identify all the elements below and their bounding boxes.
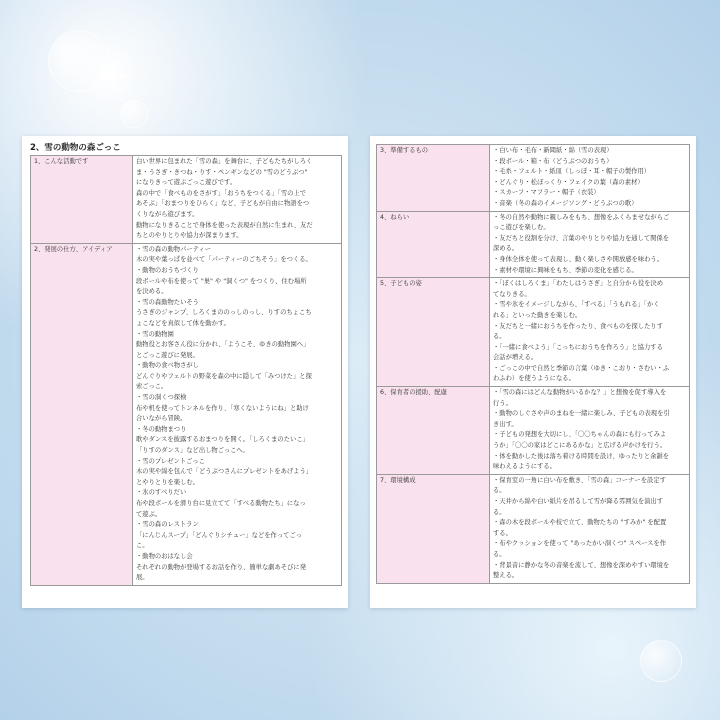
- content-line: ・氷のすべりだい: [136, 489, 187, 497]
- content-line: こ。: [136, 542, 149, 550]
- content-line: っこ遊びを楽しむ。: [493, 224, 550, 232]
- content-line: ・動物のしぐさや声のまねを一緒に楽しみ、子どもの表現を引: [493, 410, 670, 418]
- content-line: ・スカーフ・マフラー・帽子（衣装）: [493, 189, 600, 197]
- content-line: ・動物のおうちづくり: [136, 266, 199, 274]
- content-line: ・体を動かした後は落ち着ける時間を設け、ゆったりと余韻を: [493, 452, 669, 460]
- table-row: [31, 243, 342, 585]
- content-line: ・段ボール・箱・布（どうぶつのおうち）: [493, 157, 613, 165]
- content-line: ・身体全体を使って表現し、動く楽しさや開放感を味わう。: [493, 255, 664, 263]
- content-line: てなりきる。: [493, 290, 531, 298]
- content-line: ・「ぼくはしろくま」「わたしはうさぎ」と自分から役を決め: [493, 280, 664, 288]
- content-line: る。: [493, 333, 506, 341]
- content-line: 深める。: [493, 245, 519, 253]
- table-row: [31, 156, 342, 244]
- content-line: 歌やダンスを披露するおまつりを開く。「しろくまのたいこ」: [136, 436, 309, 444]
- section-content: [490, 145, 690, 212]
- content-line: 行う。: [493, 399, 512, 407]
- table-row: [377, 387, 690, 475]
- content-line: 布や段ボールを滑り台に見立てて「すべる動物たち」になっ: [136, 500, 306, 507]
- content-line: ・雪の森動物たいそう: [136, 298, 199, 306]
- content-line: ・子どもの発想を大切にし、「〇〇ちゃんの森にも行ってみよ: [493, 431, 667, 439]
- content-line: て遊ぶ。: [136, 510, 162, 518]
- content-line: それぞれの動物が登場するお話を作り、簡単な劇あそびに発: [136, 563, 307, 571]
- decorative-bubble: [120, 100, 148, 128]
- content-line: き出す。: [493, 420, 518, 428]
- sparkle-icon: [96, 58, 132, 94]
- section-label: 3、準備するもの: [377, 145, 490, 212]
- content-line: 段ボールや布を使って "巣" や "洞くつ" をつくり、住む場所: [136, 277, 307, 285]
- content-line: 動物役とお客さん役に分かれ、「ようこそ、ゆきの動物園へ」: [136, 341, 310, 349]
- content-line: とごっこ遊びに発展。: [136, 351, 199, 359]
- content-line: を決める。: [136, 288, 168, 296]
- document-title: 2、雪の動物の森ごっこ: [30, 143, 121, 153]
- content-line: 「りすのダンス」など出し物ごっこへ。: [136, 447, 249, 455]
- content-line: くりながら遊びます。: [136, 210, 199, 218]
- table-row: [377, 145, 690, 212]
- document-page-right: [370, 136, 696, 608]
- content-line: ・森の木を段ボールや枝で立て、動物たちの "すみか" を配置: [493, 519, 667, 527]
- activity-table-left: [30, 155, 342, 586]
- section-label: 2、発展の仕方、アイディア: [31, 243, 133, 585]
- content-line: わふわ）を使うようになる。: [493, 375, 575, 383]
- content-line: ・動物のおはなし会: [136, 552, 193, 560]
- content-line: ・雪や氷をイメージしながら、「すべる」「うもれる」「かく: [493, 301, 660, 309]
- content-line: 味わえるようにする。: [493, 463, 556, 471]
- content-line: る。: [493, 508, 506, 516]
- content-line: れる」といった動きを楽しむ。: [493, 311, 582, 319]
- content-line: ・雪のプレゼントごっこ: [136, 457, 205, 465]
- content-line: る。: [493, 550, 506, 558]
- content-line: ・素材や環境に興味をもち、季節の変化を感じる。: [493, 266, 638, 274]
- content-line: ・冬の動物まつり: [136, 425, 187, 433]
- content-line: 木の実や綿を包んで「どうぶつさんにプレゼントをあげよう」: [136, 468, 313, 476]
- section-label: 4、ねらい: [377, 211, 490, 278]
- content-line: あそぶ」「おまつりをひらく」など、子どもが自由に物語をつ: [136, 200, 310, 208]
- section-content: [490, 278, 690, 387]
- content-line: 「にんじんスープ」「どんぐりシチュー」などを作ってごっ: [136, 531, 302, 539]
- decorative-bubble: [640, 640, 682, 682]
- table-row: [377, 211, 690, 278]
- section-content: [490, 474, 690, 583]
- content-line: どんぐりやフェルトの野菜を森の中に隠して「みつけた」と探: [136, 372, 312, 380]
- content-line: ・友だちと一緒におうちを作ったり、食べものを探したりす: [493, 322, 664, 330]
- activity-table-right: [376, 144, 690, 584]
- table-row: [377, 474, 690, 583]
- table-row: [377, 278, 690, 387]
- content-line: 動物になりきることで身体を使った表現が自然に生まれ、友だ: [136, 221, 313, 229]
- content-line: ・白い布・毛布・新聞紙・綿（雪の表現）: [493, 147, 613, 154]
- content-line: うか」「〇〇の家はどこにあるかな」と広げる声かけを行う。: [493, 442, 667, 450]
- content-line: 索ごっこ。: [136, 383, 168, 391]
- content-line: 布や机を使ってトンネルを作り、「寒くないようにね」と助け: [136, 404, 309, 412]
- content-line: ・動物の食べ物さがし: [136, 362, 199, 370]
- content-line: る。: [493, 487, 506, 495]
- content-line: ・雪の動物園: [136, 330, 174, 338]
- content-line: ・「一緒に食べよう」「こっちにおうちを作ろう」と協力する: [493, 343, 663, 351]
- content-line: になりきって遊ぶごっこ遊びです。: [136, 179, 237, 187]
- content-line: 木の実や葉っぱを並べて「パーティーのごちそう」をつくる。: [136, 256, 312, 264]
- section-content: [490, 387, 690, 475]
- content-line: ・保育室の一角に白い布を敷き、「雪の森」コーナーを設定す: [493, 476, 666, 484]
- content-line: ・音楽（冬の森のイメージソング・どうぶつの歌）: [493, 199, 638, 207]
- content-line: とやりとりを楽しむ。: [136, 478, 199, 486]
- content-line: ・「雪の森にはどんな動物がいるかな？」と想像を促す導入を: [493, 389, 667, 397]
- content-line: ちとのやりとりや協力が深まります。: [136, 232, 243, 240]
- content-line: する。: [493, 529, 512, 537]
- content-line: ・友だちと役割を分け、言葉のやりとりや協力を通して関係を: [493, 234, 670, 242]
- content-line: 合いながら冒険。: [136, 415, 187, 423]
- content-line: ・毛糸・フェルト・紙皿（しっぽ・耳・帽子の製作用）: [493, 168, 651, 176]
- section-label: 1、こんな活動です: [31, 156, 133, 244]
- content-line: ・ごっこの中で自然と季節の言葉（ゆき・こおり・さむい・ふ: [493, 364, 670, 372]
- section-label: 5、子どもの姿: [377, 278, 490, 387]
- content-line: ・冬の自然や動物に親しみをもち、想像をふくらませながらご: [493, 213, 670, 221]
- content-line: うさぎのジャンプ、しろくまののっしのっし、りすのちょこち: [136, 309, 312, 317]
- section-label: 7、環境構成: [377, 474, 490, 583]
- section-content: [133, 156, 342, 244]
- content-line: ・天井から綿や白い紙片を吊るして雪が降る雰囲気を演出す: [493, 498, 664, 505]
- content-line: ま・うさぎ・きつね・りす・ペンギンなどの "雪のどうぶつ": [136, 168, 308, 176]
- content-line: 会話が増える。: [493, 354, 538, 362]
- content-line: ・雪の洞くつ探検: [136, 394, 187, 402]
- content-line: ・布やクッションを使って "あったかい洞くつ" スペースを作: [493, 540, 667, 548]
- content-line: ・雪の森のレストラン: [136, 521, 199, 529]
- content-line: ょこなどを真似して体を動かす。: [136, 319, 230, 327]
- document-page-left: [22, 136, 348, 608]
- section-content: [490, 211, 690, 278]
- content-line: 白い世界に包まれた「雪の森」を舞台に、子どもたちがしろく: [136, 158, 313, 165]
- content-line: 展。: [136, 574, 149, 582]
- content-line: 森の中で「食べものをさがす」「おうちをつくる」「雪の上で: [136, 189, 307, 197]
- content-line: ・雪の森の動物パーティー: [136, 245, 212, 253]
- content-line: 整える。: [493, 572, 519, 580]
- section-label: 6、保育者の援助、配慮: [377, 387, 490, 475]
- content-line: ・どんぐり・松ぼっくり・フェイクの葉（森の素材）: [493, 178, 644, 186]
- section-content: [133, 243, 342, 585]
- content-line: ・背景音に静かな冬の音楽を流して、想像を深めやすい環境を: [493, 561, 670, 569]
